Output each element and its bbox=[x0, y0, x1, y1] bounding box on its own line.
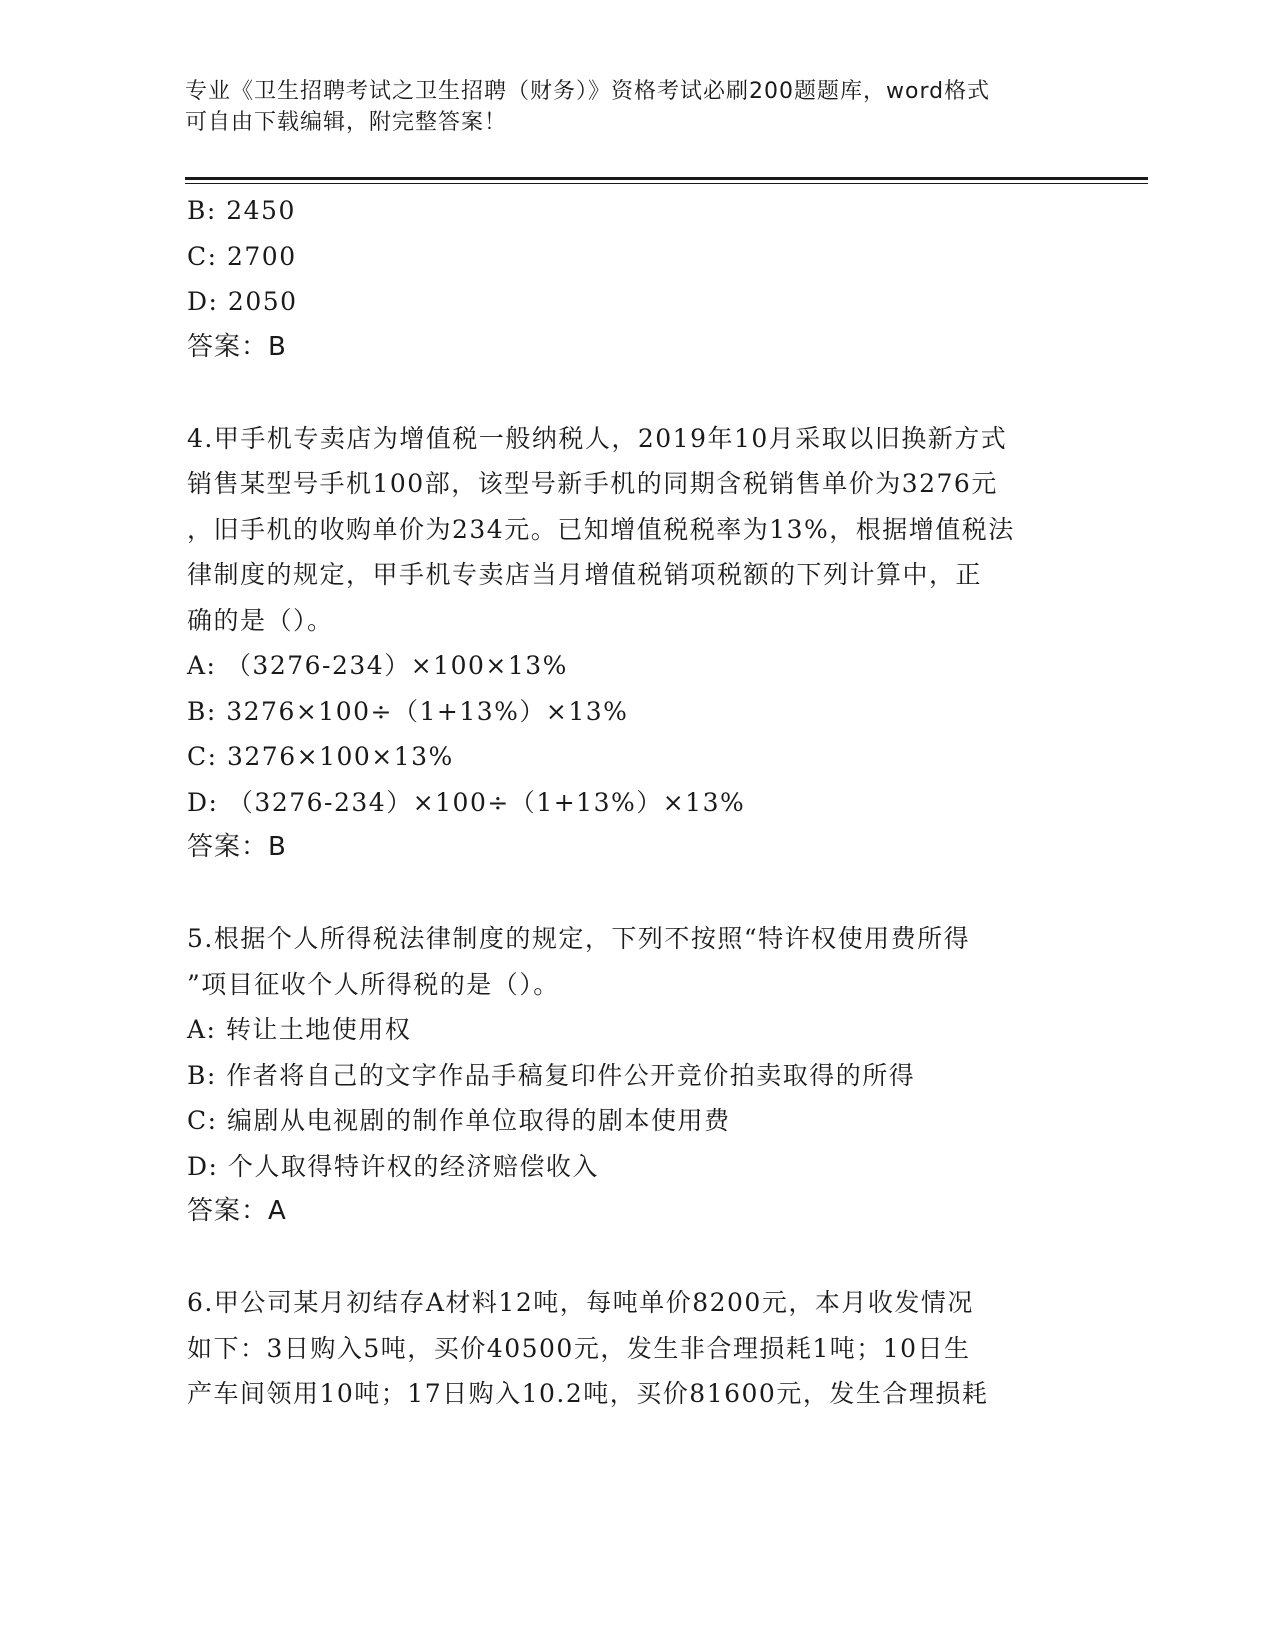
question-stem-line: ”项目征收个人所得税的是（）。 bbox=[187, 969, 560, 999]
option-b: B: 作者将自己的文字作品手稿复印件公开竞价拍卖取得的所得 bbox=[187, 1060, 916, 1090]
question-stem-line: 律制度的规定，甲手机专卖店当月增值税销项税额的下列计算中，正 bbox=[187, 560, 983, 589]
question-5 bbox=[187, 916, 1087, 1235]
option-b: B: 3276×100÷（1+13%）×13% bbox=[187, 696, 629, 726]
answer-line: 答案：A bbox=[187, 1196, 287, 1226]
option-a: A: 转让土地使用权 bbox=[187, 1015, 412, 1044]
question-stem-line: 4.甲手机专卖店为增值税一般纳税人，2019年10月采取以旧换新方式 bbox=[187, 423, 1008, 453]
question-3-tail bbox=[187, 188, 1087, 370]
question-4 bbox=[187, 416, 1087, 871]
header-title-line-2: 可自由下载编辑，附完整答案！ bbox=[185, 110, 508, 135]
option-c: C: 2700 bbox=[187, 241, 297, 271]
question-stem-line: 6.甲公司某月初结存A材料12吨，每吨单价8200元，本月收发情况 bbox=[187, 1288, 974, 1317]
header-title-line-1: 专业《卫生招聘考试之卫生招聘（财务）》资格考试必刷200题题库，word格式 bbox=[185, 79, 991, 104]
question-spacer bbox=[187, 1235, 1087, 1281]
option-d: D: 2050 bbox=[187, 287, 298, 316]
question-stem-line: 5.根据个人所得税法律制度的规定，下列不按照“特许权使用费所得 bbox=[187, 924, 971, 953]
question-6 bbox=[187, 1280, 1087, 1417]
question-spacer bbox=[187, 370, 1087, 416]
option-c: C: 3276×100×13% bbox=[187, 742, 454, 771]
option-d: D: （3276-234）×100÷（1+13%）×13% bbox=[187, 787, 746, 817]
option-d: D: 个人取得特许权的经济赔偿收入 bbox=[187, 1151, 599, 1181]
option-b: B: 2450 bbox=[187, 196, 296, 225]
question-stem-line: ，旧手机的收购单价为234元。已知增值税税率为13%，根据增值税法 bbox=[187, 514, 1015, 544]
question-stem-line: 销售某型号手机100部，该型号新手机的同期含税销售单价为3276元 bbox=[187, 469, 998, 498]
question-stem-line: 如下：3日购入5吨，买价40500元，发生非合理损耗1吨；10日生 bbox=[187, 1333, 971, 1363]
question-stem-line: 产车间领用10吨；17日购入10.2吨，买价81600元，发生合理损耗 bbox=[187, 1379, 989, 1408]
question-spacer bbox=[187, 871, 1087, 917]
header-divider-thin bbox=[185, 183, 1148, 184]
question-stem-line: 确的是（）。 bbox=[187, 605, 334, 635]
question-body bbox=[187, 188, 1087, 1417]
option-a: A: （3276-234）×100×13% bbox=[187, 651, 568, 680]
answer-line: 答案：B bbox=[187, 832, 287, 862]
document-header bbox=[185, 76, 1065, 138]
option-c: C: 编剧从电视剧的制作单位取得的剧本使用费 bbox=[187, 1106, 731, 1135]
answer-line: 答案：B bbox=[187, 331, 287, 362]
header-divider-thick bbox=[185, 177, 1148, 180]
